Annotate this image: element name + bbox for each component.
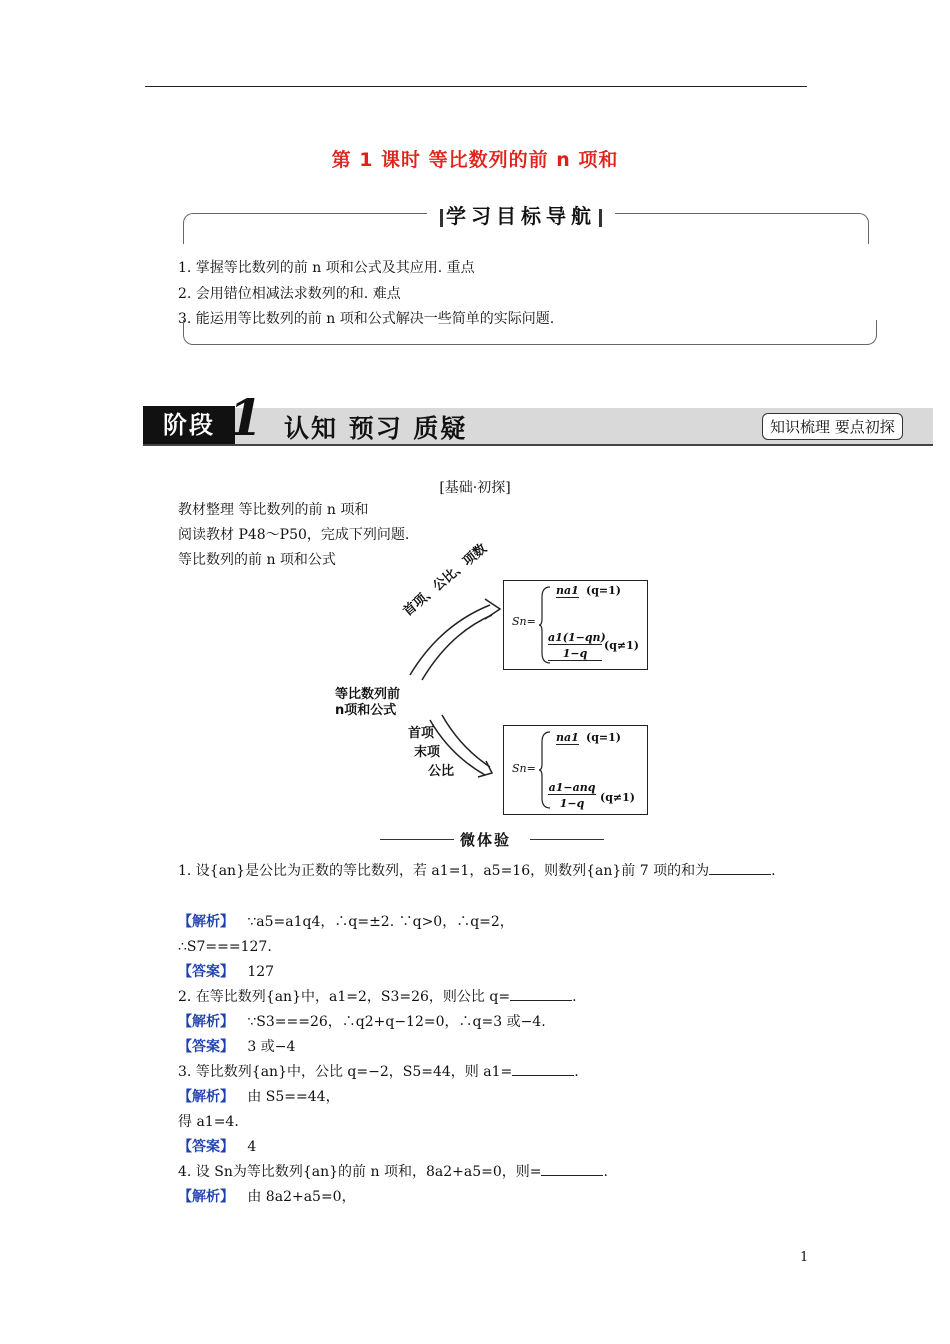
goal-item-3: 3. 能运用等比数列的前 n 项和公式解决一些简单的实际问题. <box>178 311 555 327</box>
box1-case2-num: a1(1−qn) <box>548 631 606 644</box>
goal-item-2: 2. 会用错位相减法求数列的和. 难点 <box>178 286 401 302</box>
intro-line-2: 阅读教材 P48～P50，完成下列问题. <box>178 527 410 543</box>
q1-answer <box>178 962 274 982</box>
diagram-center-line-1: 等比数列前 <box>335 687 401 702</box>
q1-analysis-1 <box>178 912 514 932</box>
q4-analysis-1 <box>178 1187 356 1207</box>
q1-blank <box>709 862 771 875</box>
q4-text: 4. 设 Sn为等比数列{an}的前 n 项和，8a2+a5=0，则= . <box>178 1164 608 1180</box>
goals-title-bar-right <box>599 209 602 227</box>
stage-number: 1 <box>228 388 263 447</box>
intro-line-3: 等比数列的前 n 项和公式 <box>178 552 336 568</box>
mini-rule-right <box>530 839 604 840</box>
q2-blank <box>510 988 572 1001</box>
q2-analysis-1-text: ∵S3===26，∴q2+q−12=0，∴q=3 或−4. <box>247 1014 546 1030</box>
mini-title: 微体验 <box>454 829 517 850</box>
box2-case2-num: a1−anq <box>548 781 596 794</box>
stage-label: 阶段 <box>143 406 235 444</box>
lower-arrow-label-1: 首项 <box>408 726 435 741</box>
goal-item-1: 1. 掌握等比数列的前 n 项和公式及其应用. 重点 <box>178 260 475 276</box>
box2-lhs: Sn= <box>512 762 536 775</box>
q3-analysis-1-text: 由 S5==44， <box>247 1089 340 1105</box>
formula-box-1 <box>503 580 648 670</box>
q1-answer-text: 127 <box>247 964 275 980</box>
q4-text-content: 4. 设 Sn为等比数列{an}的前 n 项和，8a2+a5=0，则= <box>178 1164 542 1180</box>
q2-text-content: 2. 在等比数列{an}中，a1=2，S3=26，则公比 q= <box>178 989 511 1005</box>
q4-analysis-tag: 【解析】 <box>178 1189 234 1205</box>
box2-case2-den: 1−q <box>559 797 585 810</box>
box1-lhs: Sn= <box>512 615 536 628</box>
q3-answer-tag: 【答案】 <box>178 1139 234 1155</box>
upper-arrow-head <box>485 599 500 619</box>
lesson-title: 第 1 课时 等比数列的前 n 项和 <box>331 149 619 171</box>
q3-answer <box>178 1137 256 1157</box>
upper-arrow-curve-2 <box>422 615 492 680</box>
q1-text: 1. 设{an}是公比为正数的等比数列，若 a1=1，a5=16，则数列{an}前 7 项的和为 . <box>178 863 776 879</box>
goals-frame-bottom <box>183 320 877 345</box>
q3-text-content: 3. 等比数列{an}中，公比 q=−2，S5=44，则 a1= <box>178 1064 513 1080</box>
q2-analysis-1 <box>178 1012 546 1032</box>
intro-line-1: 教材整理 等比数列的前 n 项和 <box>178 502 369 518</box>
q1-text-content: 1. 设{an}是公比为正数的等比数列，若 a1=1，a5=16，则数列{an}前 7 项的和为 <box>178 863 710 879</box>
top-rule <box>145 86 807 87</box>
q3-analysis-tag: 【解析】 <box>178 1089 234 1105</box>
q2-analysis-tag: 【解析】 <box>178 1014 234 1030</box>
stage-tag: 知识梳理 要点初探 <box>762 413 903 440</box>
q3-text: 3. 等比数列{an}中，公比 q=−2，S5=44，则 a1= . <box>178 1064 579 1080</box>
q4-blank <box>541 1163 603 1176</box>
box1-case1: na1 <box>556 584 579 597</box>
q4-analysis-1-text: 由 8a2+a5=0， <box>247 1189 356 1205</box>
upper-arrow-curve-1 <box>410 605 490 675</box>
q3-analysis-2: 得 a1=4. <box>178 1114 239 1130</box>
page-number: 1 <box>800 1250 809 1265</box>
section-label: [基础·初探] <box>439 480 511 496</box>
goals-title <box>427 200 615 229</box>
q2-answer <box>178 1037 295 1057</box>
q1-analysis-2: ∴S7===127. <box>178 939 272 955</box>
q3-analysis-1 <box>178 1087 340 1107</box>
stage-title: 认知 预习 质疑 <box>284 414 468 443</box>
q3-answer-text: 4 <box>247 1139 257 1155</box>
box1-case2-den: 1−q <box>548 647 602 661</box>
lower-arrow-label-2: 末项 <box>414 745 441 760</box>
lower-arrow-label-3: 公比 <box>428 764 455 779</box>
q1-analysis-tag: 【解析】 <box>178 914 234 930</box>
q2-answer-text: 3 或−4 <box>247 1039 296 1055</box>
upper-arrow-label: 首项、公比、项数 <box>400 541 490 620</box>
box2-case2-cond: (q≠1) <box>600 791 635 804</box>
box1-case2-cond: (q≠1) <box>604 639 639 652</box>
q3-blank <box>512 1063 574 1076</box>
goals-title-text: 学习目标导航 <box>446 204 596 228</box>
box2-case1: na1 <box>556 731 579 744</box>
box1-case1-cond: (q=1) <box>586 584 621 597</box>
diagram-center-line-2: n项和公式 <box>335 703 397 718</box>
q1-analysis-1-text: ∵a5=a1q4，∴q=±2. ∵q>0，∴q=2， <box>247 914 514 930</box>
q2-text: 2. 在等比数列{an}中，a1=2，S3=26，则公比 q= . <box>178 989 577 1005</box>
formula-box-2 <box>503 725 648 815</box>
q2-answer-tag: 【答案】 <box>178 1039 234 1055</box>
box2-case1-cond: (q=1) <box>586 731 621 744</box>
goals-title-bar-left <box>440 209 443 227</box>
q1-answer-tag: 【答案】 <box>178 964 234 980</box>
